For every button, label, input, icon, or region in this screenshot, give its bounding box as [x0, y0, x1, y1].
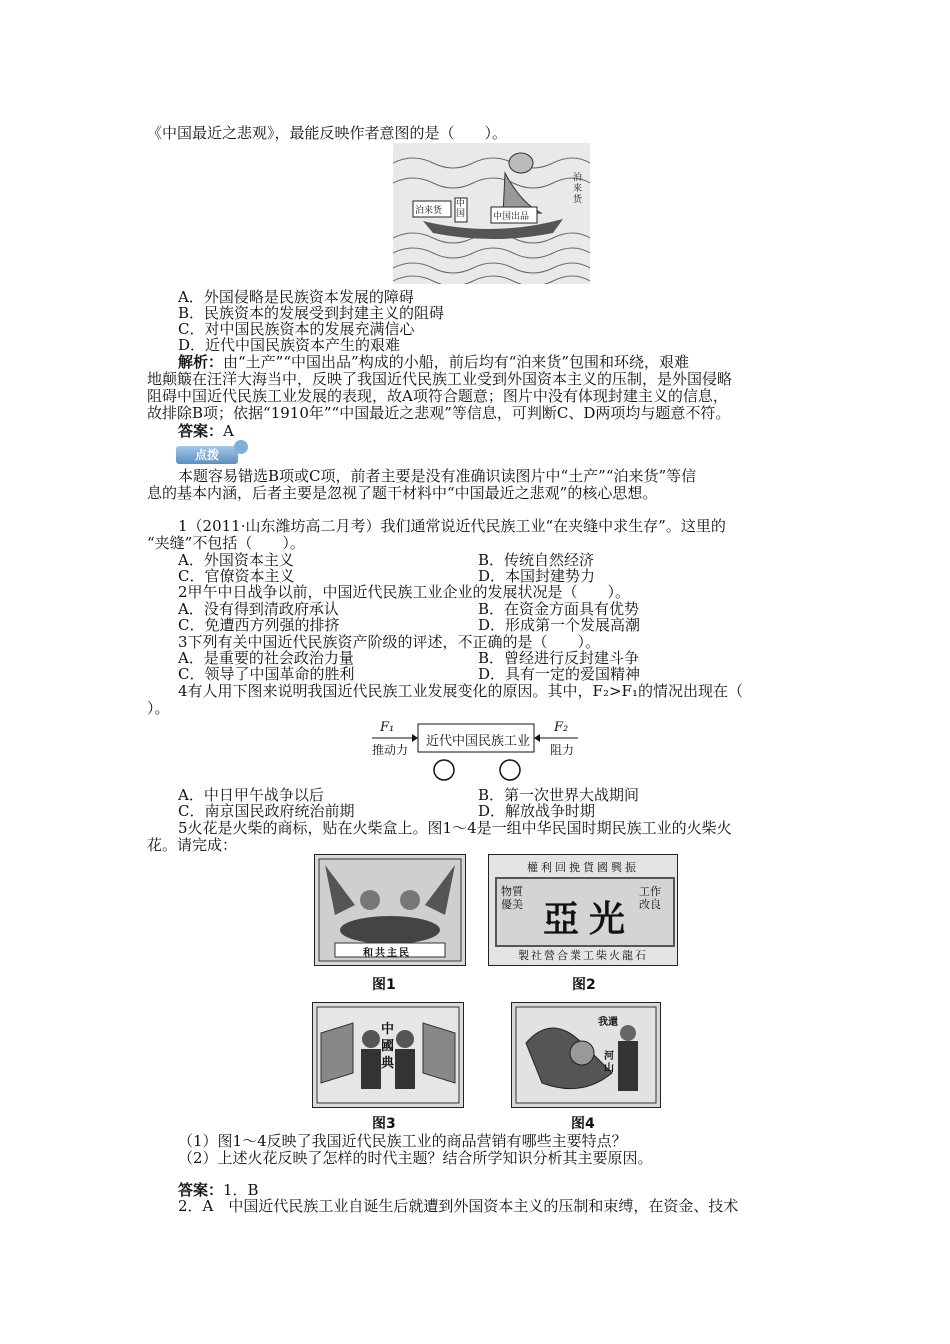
fig2-big-char-2: 光: [589, 898, 626, 940]
fig4-illustration: [512, 1003, 660, 1107]
answer-2: 2．A 中国近代民族工业自诞生后就遭到外国资本主义的压制和束缚，在资金、技术: [178, 1197, 739, 1215]
q2-option-c: C．免遭西方列强的排挤: [178, 616, 340, 634]
analysis-line-1: 由“土产”“中国出品”构成的小船，前后均有“泊来货”包围和环绕，艰难: [223, 353, 690, 371]
fig4-text-2: 河山: [604, 1051, 614, 1074]
cartoon-label-right: 泊来货: [573, 173, 583, 205]
force-f1: F₁: [380, 720, 395, 735]
q1-line-2: “夹缝”不包括（ ）。: [147, 534, 305, 552]
matchbox-label-fig2: [488, 854, 678, 966]
q5-line-1: 5火花是火柴的商标，贴在火柴盒上。图1～4是一组中华民国时期民族工业的火柴火: [178, 819, 732, 837]
q3-option-b: B．曾经进行反封建斗争: [478, 649, 640, 667]
q3-option-d: D．具有一定的爱国精神: [478, 665, 641, 683]
q1-option-d: D．本国封建势力: [478, 567, 596, 585]
force-f2: F₂: [554, 720, 569, 735]
analysis-line-2: 地颠簸在汪洋大海当中，反映了我国近代民族工业受到外国资本主义的压制，是外国侵略: [147, 370, 733, 388]
matchbox-label-fig3: [312, 1002, 464, 1108]
fig4-text-1: 我還: [598, 1017, 618, 1028]
q4-line-2: ）。: [147, 699, 170, 717]
tip-badge-label: 点拨: [194, 448, 219, 462]
q3-line: 3下列有关中国近代民族资产阶级的评述，不正确的是（ ）。: [178, 633, 601, 651]
cartoon-label-left: 泊来货: [415, 206, 443, 216]
q4-option-d: D．解放战争时期: [478, 802, 596, 820]
q4-option-b: B．第一次世界大战期间: [478, 786, 640, 804]
analysis-line-3: 阻碍中国近代民族工业发展的表现，故A项符合题意；图片中没有体现封建主义的信息，: [147, 387, 728, 405]
fig1-text: 和共主民: [363, 948, 411, 959]
fig2-bottom-text: 製社營合業工柴火龍石: [518, 949, 648, 962]
fig3-text: 中國典: [381, 1022, 395, 1071]
matchbox-label-fig1: [314, 854, 466, 966]
sparkle-icon: [234, 440, 248, 454]
tip-line-1: 本题容易错选B项或C项，前者主要是没有准确识读图片中“土产”“泊来货”等信: [178, 467, 697, 485]
answers-label: 答案：: [178, 1181, 224, 1199]
q3-option-c: C．领导了中国革命的胜利: [178, 665, 355, 683]
q5-line-2: 花。请完成：: [147, 836, 238, 854]
tip-line-2: 息的基本内涵，后者主要是忽视了题干材料中“中国最近之悲观”的核心思想。: [147, 484, 658, 502]
cartoon-label-mid: 中国: [456, 199, 466, 219]
q3-option-a: A．是重要的社会政治力量: [178, 649, 354, 667]
option-c: C．对中国民族资本的发展充满信心: [178, 320, 415, 338]
q1-option-b: B．传统自然经济: [478, 551, 595, 569]
force-f2-label: 阻力: [550, 743, 575, 757]
q2-line: 2甲午中日战争以前，中国近代民族工业企业的发展状况是（ ）。: [178, 583, 631, 601]
fig4-caption: 图4: [571, 1116, 595, 1132]
force-diagram: [370, 720, 580, 784]
matchbox-label-fig4: [511, 1002, 661, 1108]
option-a: A．外国侵略是民族资本发展的障碍: [178, 288, 414, 306]
answer-label: 答案：: [178, 422, 224, 440]
q5-subq-1: （1）图1～4反映了我国近代民族工业的商品营销有哪些主要特点？: [178, 1132, 627, 1150]
q2-option-a: A．没有得到清政府承认: [178, 600, 339, 618]
option-d: D．近代中国民族资本产生的艰难: [178, 336, 401, 354]
fig1-caption: 图1: [372, 977, 396, 993]
force-f1-label: 推动力: [372, 743, 409, 757]
q4-option-a: A．中日甲午战争以后: [178, 786, 324, 804]
answer-value: A: [223, 422, 234, 440]
option-b: B．民族资本的发展受到封建主义的阻碍: [178, 304, 445, 322]
q5-subq-2: （2）上述火花反映了怎样的时代主题？结合所学知识分析其主要原因。: [178, 1149, 653, 1167]
q2-option-b: B．在资金方面具有优势: [478, 600, 640, 618]
answer-1: 1．B: [223, 1181, 259, 1199]
q1-option-a: A．外国资本主义: [178, 551, 294, 569]
force-box-label: 近代中国民族工业: [426, 734, 531, 749]
question-intro: 《中国最近之悲观》，最能反映作者意图的是（ ）。: [147, 124, 508, 142]
fig2-big-char-1: 亞: [543, 898, 580, 940]
q4-line-1: 4有人用下图来说明我国近代民族工业发展变化的原因。其中，F₂>F₁的情况出现在（: [178, 682, 743, 700]
analysis-line-4: 故排除B项；依据“1910年”“中国最近之悲观”等信息，可判断C、D两项均与题意不符。: [147, 404, 731, 422]
q2-option-d: D．形成第一个发展高潮: [478, 616, 641, 634]
analysis-label: 解析：: [178, 353, 224, 371]
fig2-top-text: 權利回挽貨國興振: [527, 861, 639, 874]
fig2-right-text: 工作改良: [639, 885, 661, 911]
q4-option-c: C．南京国民政府统治前期: [178, 802, 355, 820]
fig2-left-text: 物質優美: [501, 885, 523, 911]
fig2-caption: 图2: [572, 977, 596, 993]
cartoon-label-center: 中国出品: [493, 212, 530, 222]
q1-option-c: C．官僚资本主义: [178, 567, 295, 585]
cartoon-image: [393, 143, 590, 284]
tip-badge: [176, 446, 238, 464]
fig3-caption: 图3: [372, 1116, 396, 1132]
q1-line-1: 1（2011·山东潍坊高二月考）我们通常说近代民族工业“在夹缝中求生存”。这里的: [178, 517, 726, 535]
